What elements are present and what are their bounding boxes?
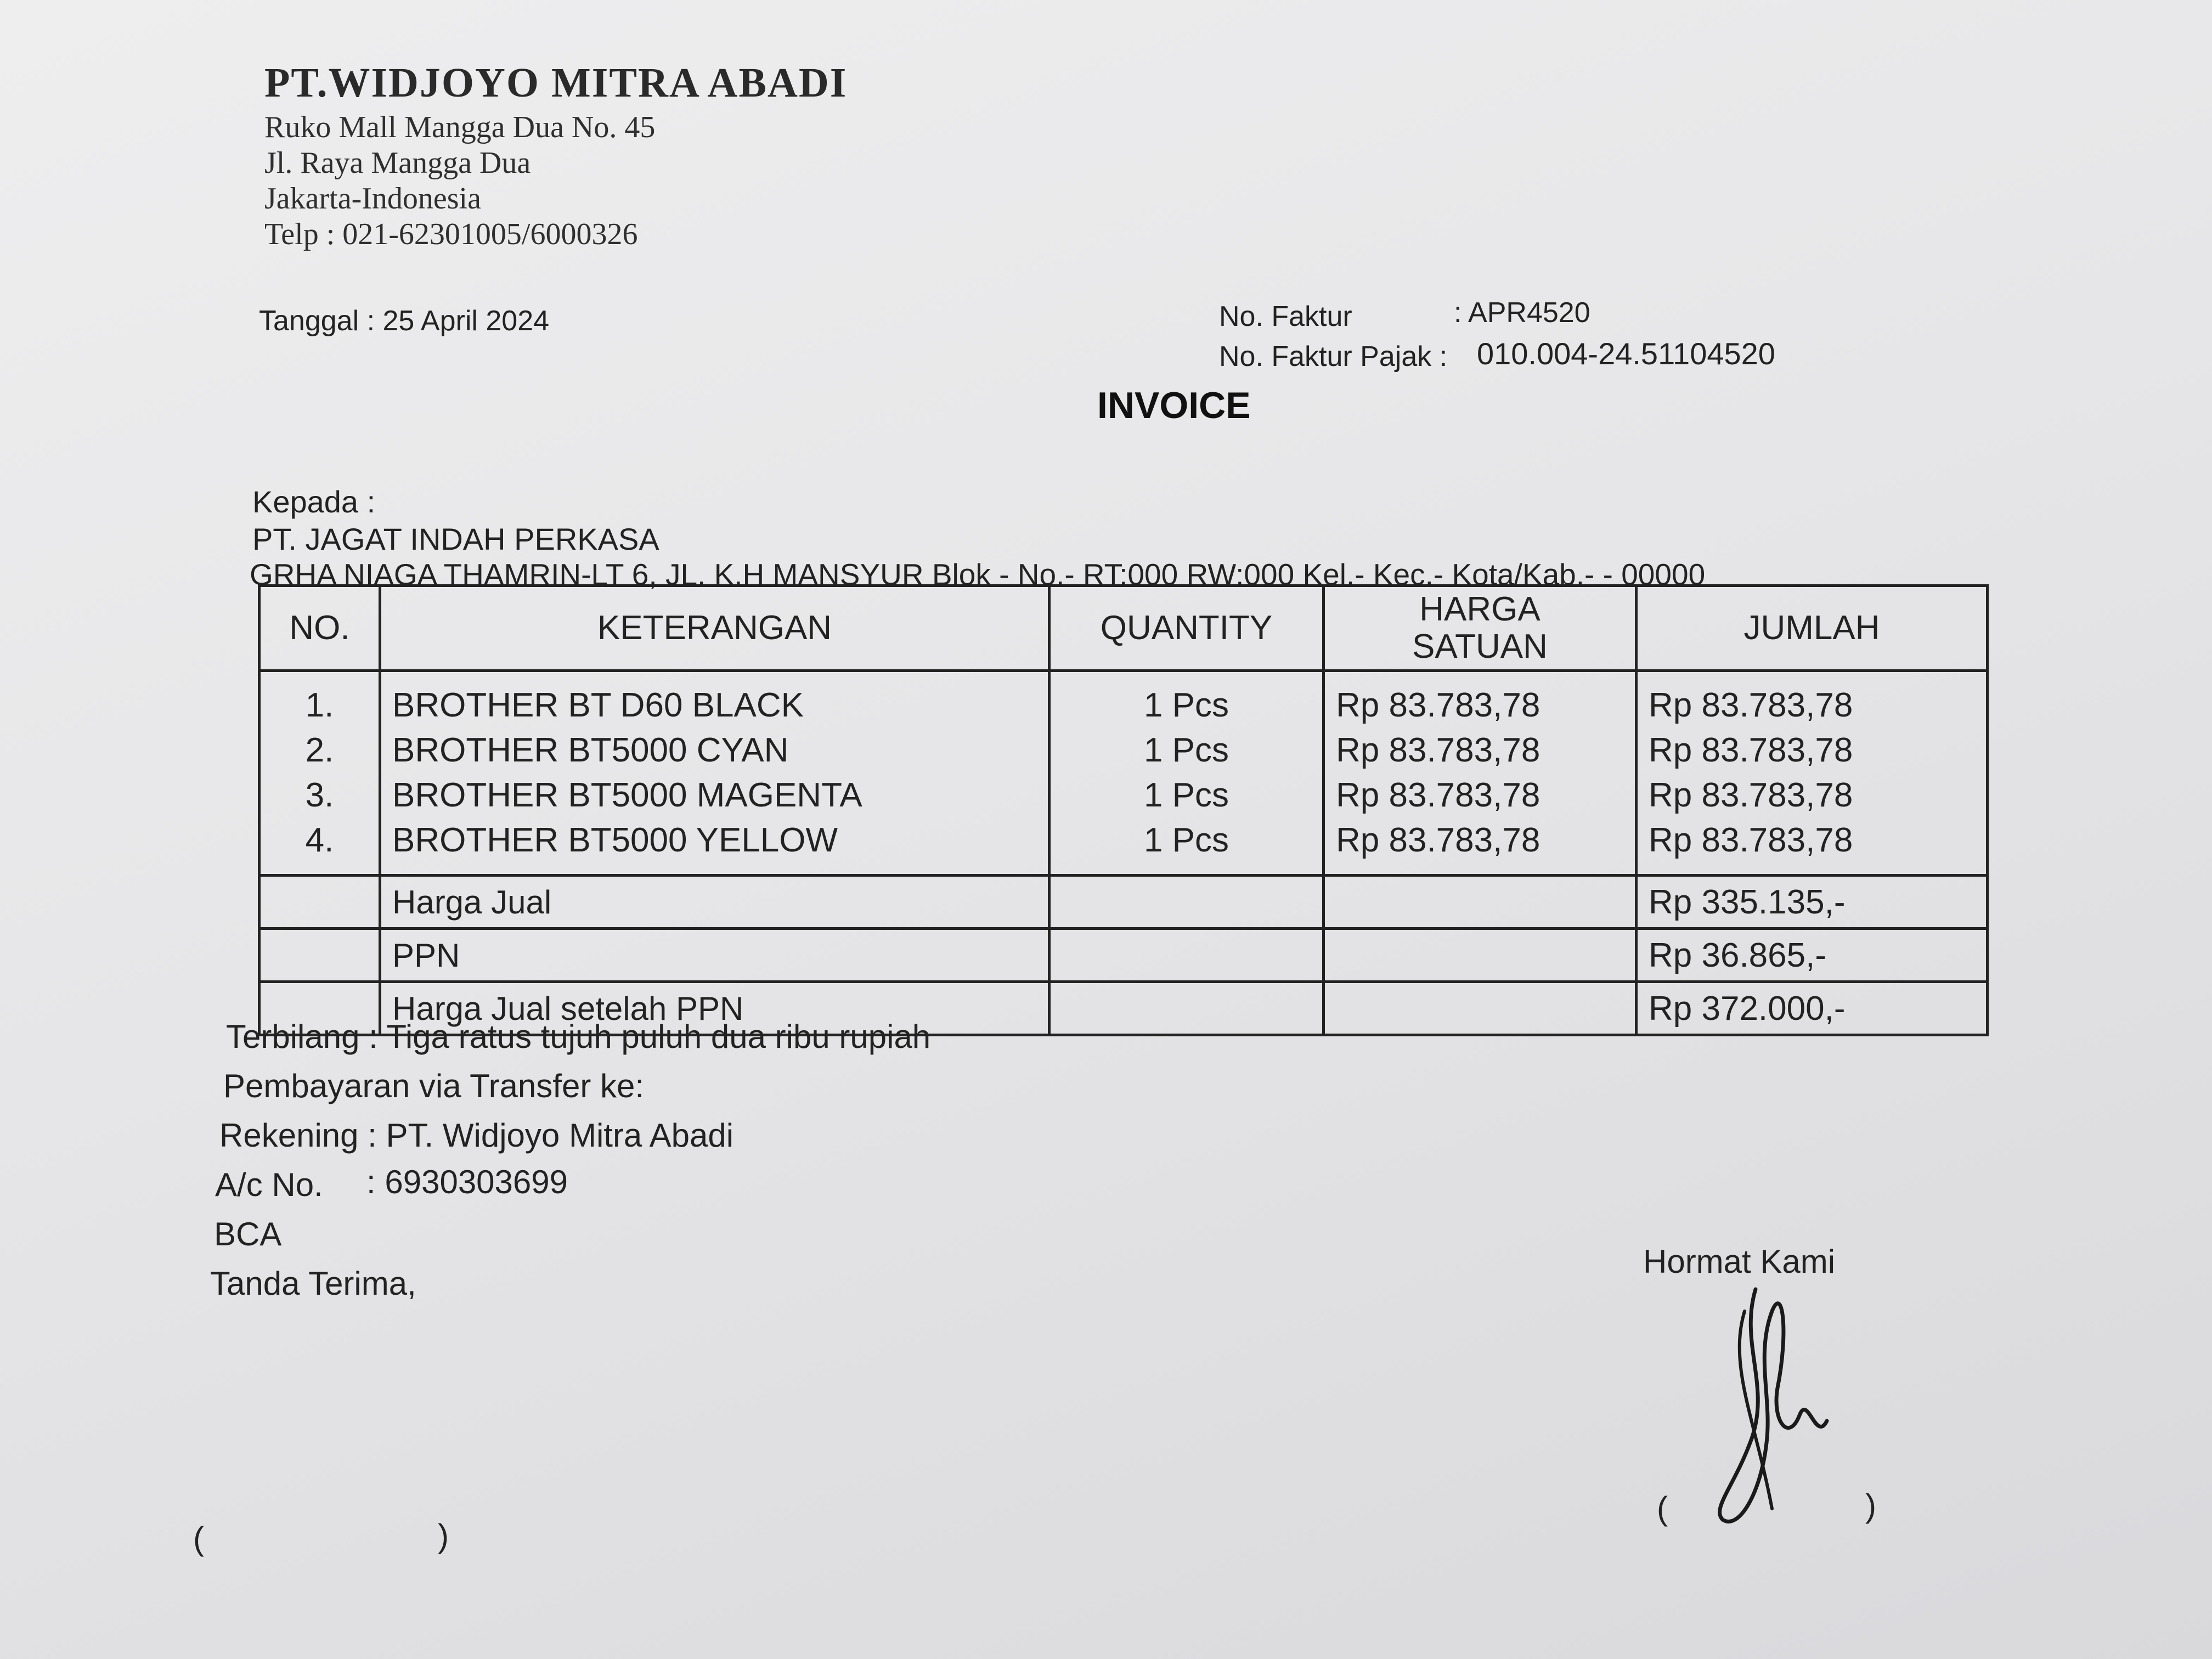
summary-row-subtotal [259,876,1988,929]
date-label: Tanggal : [259,305,375,337]
signature-paren-close: ) [1865,1487,1876,1524]
received-paren-open: ( [193,1520,204,1557]
received-by-label: Tanda Terima, [210,1265,416,1302]
company-name: PT.WIDJOYO MITRA ABADI [264,60,848,106]
company-address-line3: Jakarta-Indonesia [264,182,481,216]
company-phone: Telp : 021-62301005/6000326 [264,217,638,251]
item-no-cell [259,671,380,876]
summary-label: Harga Jual setelah PPN [380,982,1049,1035]
item-no: 3. [305,776,334,814]
summary-label: Harga Jual [380,876,1049,929]
item-quantity: 1 Pcs [1143,821,1229,859]
amount-in-words [226,1018,930,1056]
summary-empty-cell [1049,982,1324,1035]
header-unit-price-line2: SATUAN [1412,628,1548,665]
item-unit-price: Rp 83.783,78 [1336,686,1541,724]
item-total: Rp 83.783,78 [1649,686,1853,724]
header-description: KETERANGAN [380,586,1049,671]
summary-empty-cell [1049,929,1324,982]
faktur-value: : APR4520 [1454,297,1590,329]
summary-row-tax [259,929,1988,982]
item-description: BROTHER BT5000 MAGENTA [392,776,862,814]
payment-instruction: Pembayaran via Transfer ke: [223,1068,645,1104]
bank-name: BCA [214,1216,282,1252]
invoice-table [258,584,1989,1036]
account-number-value: : 6930303699 [366,1164,568,1200]
terbilang-label: Terbilang : [226,1018,378,1055]
item-no: 2. [305,731,334,769]
item-unit-price: Rp 83.783,78 [1336,776,1541,814]
terbilang-value: Tiga ratus tujuh puluh dua ribu rupiah [386,1018,931,1055]
company-address-line2: Jl. Raya Mangga Dua [264,146,531,180]
recipient-address: GRHA NIAGA THAMRIN-LT 6, JL. K.H MANSYUR Blok - No.- RT:000 RW:000 Kel.- Kec.- Kota/Kab.- - 00000 [250,557,1706,591]
item-unit-price: Rp 83.783,78 [1336,731,1541,769]
bank-account-name [219,1116,733,1154]
date-value: 25 April 2024 [382,305,550,337]
item-quantity: 1 Pcs [1143,776,1229,814]
item-quantity: 1 Pcs [1143,731,1229,769]
summary-value: Rp 36.865,- [1637,929,1988,982]
header-unit-price [1324,586,1637,671]
faktur-pajak-label: No. Faktur Pajak : [1219,341,1448,373]
item-total-cell [1637,671,1988,876]
header-no: NO. [259,586,380,671]
faktur-pajak-value: 010.004-24.51104520 [1477,336,1775,371]
item-description: BROTHER BT D60 BLACK [392,686,804,724]
summary-empty-cell [1324,982,1637,1035]
received-paren-close: ) [438,1517,449,1554]
item-unit-price-cell [1324,671,1637,876]
summary-value: Rp 335.135,- [1637,876,1988,929]
item-total: Rp 83.783,78 [1649,731,1853,769]
item-unit-price: Rp 83.783,78 [1336,821,1541,859]
handwritten-signature [1690,1278,1854,1531]
account-number-label: A/c No. [215,1166,323,1203]
item-total: Rp 83.783,78 [1649,821,1853,859]
summary-empty-cell [1324,929,1637,982]
item-quantity-cell [1049,671,1324,876]
summary-label: PPN [380,929,1049,982]
table-header-row [259,586,1988,671]
item-no: 1. [305,686,334,724]
item-description: BROTHER BT5000 YELLOW [392,821,838,859]
summary-empty-cell [1324,876,1637,929]
table-items-row [259,671,1988,876]
item-total: Rp 83.783,78 [1649,776,1853,814]
signature-paren-open: ( [1657,1490,1668,1527]
header-unit-price-line1: HARGA [1419,590,1541,628]
item-description: BROTHER BT5000 CYAN [392,731,789,769]
recipient-name: PT. JAGAT INDAH PERKASA [252,522,659,556]
rekening-label: Rekening : [219,1117,377,1154]
header-total: JUMLAH [1637,586,1988,671]
item-description-cell [380,671,1049,876]
summary-empty-cell [259,876,380,929]
header-quantity: QUANTITY [1049,586,1324,671]
recipient-label: Kepada : [252,484,376,519]
invoice-title: INVOICE [1097,385,1251,426]
company-address-line1: Ruko Mall Mangga Dua No. 45 [264,110,656,144]
summary-value: Rp 372.000,- [1637,982,1988,1035]
item-quantity: 1 Pcs [1143,686,1229,724]
rekening-value: PT. Widjoyo Mitra Abadi [386,1117,734,1154]
invoice-date [259,304,549,337]
signature-label: Hormat Kami [1643,1243,1836,1280]
summary-empty-cell [1049,876,1324,929]
summary-empty-cell [259,929,380,982]
faktur-label: No. Faktur [1219,301,1352,332]
item-no: 4. [305,821,334,859]
